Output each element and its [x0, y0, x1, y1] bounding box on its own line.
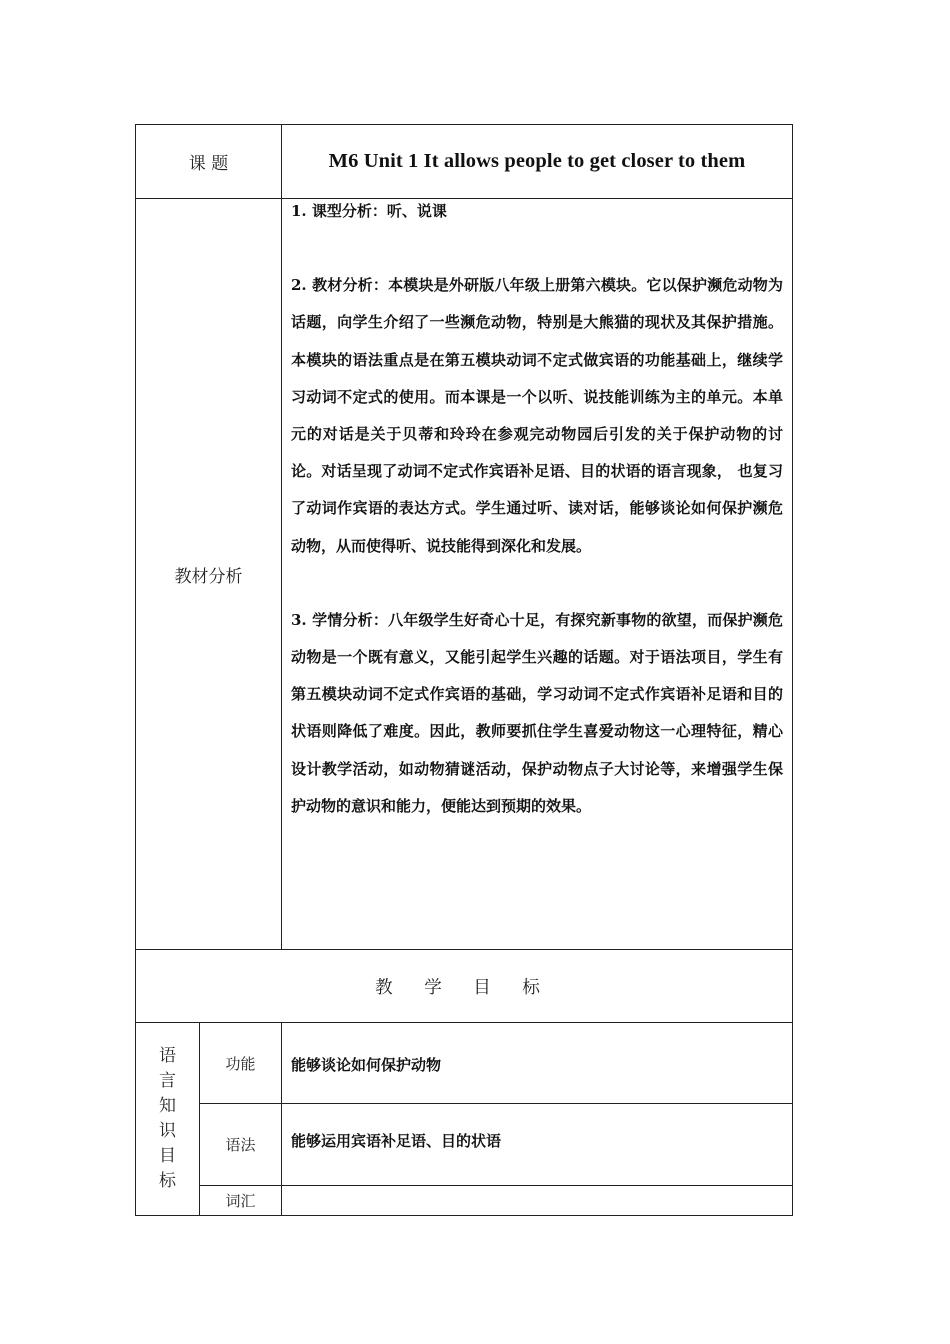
vocabulary-label: 词汇 [200, 1186, 282, 1216]
goal-row-vocabulary [136, 1186, 793, 1216]
title-row [136, 125, 793, 199]
topic-label: 课 题 [136, 125, 282, 199]
grammar-label: 语法 [200, 1104, 282, 1186]
goal-row-function [136, 1023, 793, 1104]
goal-row-grammar [136, 1104, 793, 1186]
function-goal: 能够谈论如何保护动物 [282, 1023, 793, 1104]
student-analysis-paragraph: 3. 学情分析：八年级学生好奇心十足，有探究新事物的欲望，而保护濒危动物是一个既有意义，又能引起学生兴趣的话题。对于语法项目，学生有第五模块动词不定式作宾语的基础，学习动词不定式作宾语补足语和目的状语则降低了难度。因此，教师要抓住学生喜爱动物这一心理特征，精心设计教学活动，如动物猜谜活动，保护动物点子大讨论等，来增强学生保护动物的意识和能力，便能达到预期的效果。 [291, 610, 783, 815]
language-knowledge-goals-label: 语 言 知 识 目 标 [136, 1023, 200, 1216]
vocabulary-goal [282, 1186, 793, 1216]
grammar-goal: 能够运用宾语补足语、目的状语 [282, 1104, 793, 1186]
lesson-title: M6 Unit 1 It allows people to get closer to them [282, 125, 793, 199]
material-analysis-content [282, 199, 793, 950]
function-label: 功能 [200, 1023, 282, 1104]
material-analysis-row [136, 199, 793, 950]
lesson-type-paragraph: 1. 课型分析：听、说课 [291, 202, 447, 220]
teaching-goals-heading: 教 学 目 标 [136, 950, 793, 1023]
lesson-plan-table [135, 124, 793, 1216]
textbook-analysis-paragraph: 2. 教材分析：本模块是外研版八年级上册第六模块。它以保护濒危动物为话题，向学生介绍了一些濒危动物，特别是大熊猫的现状及其保护措施。本模块的语法重点是在第五模块动词不定式做宾语的功能基础上，继续学习动词不定式的使用。而本课是一个以听、说技能训练为主的单元。本单元的对话是关于贝蒂和玲玲在参观完动物园后引发的关于保护动物的讨论。对话呈现了动词不定式作宾语补足语、目的状语的语言现象， 也复习了动词作宾语的表达方式。学生通过听、读对话，能够谈论如何保护濒危动物，从而使得听、说技能得到深化和发展。 [291, 276, 783, 555]
teaching-goals-heading-row [136, 950, 793, 1023]
material-analysis-label: 教材分析 [136, 199, 282, 950]
